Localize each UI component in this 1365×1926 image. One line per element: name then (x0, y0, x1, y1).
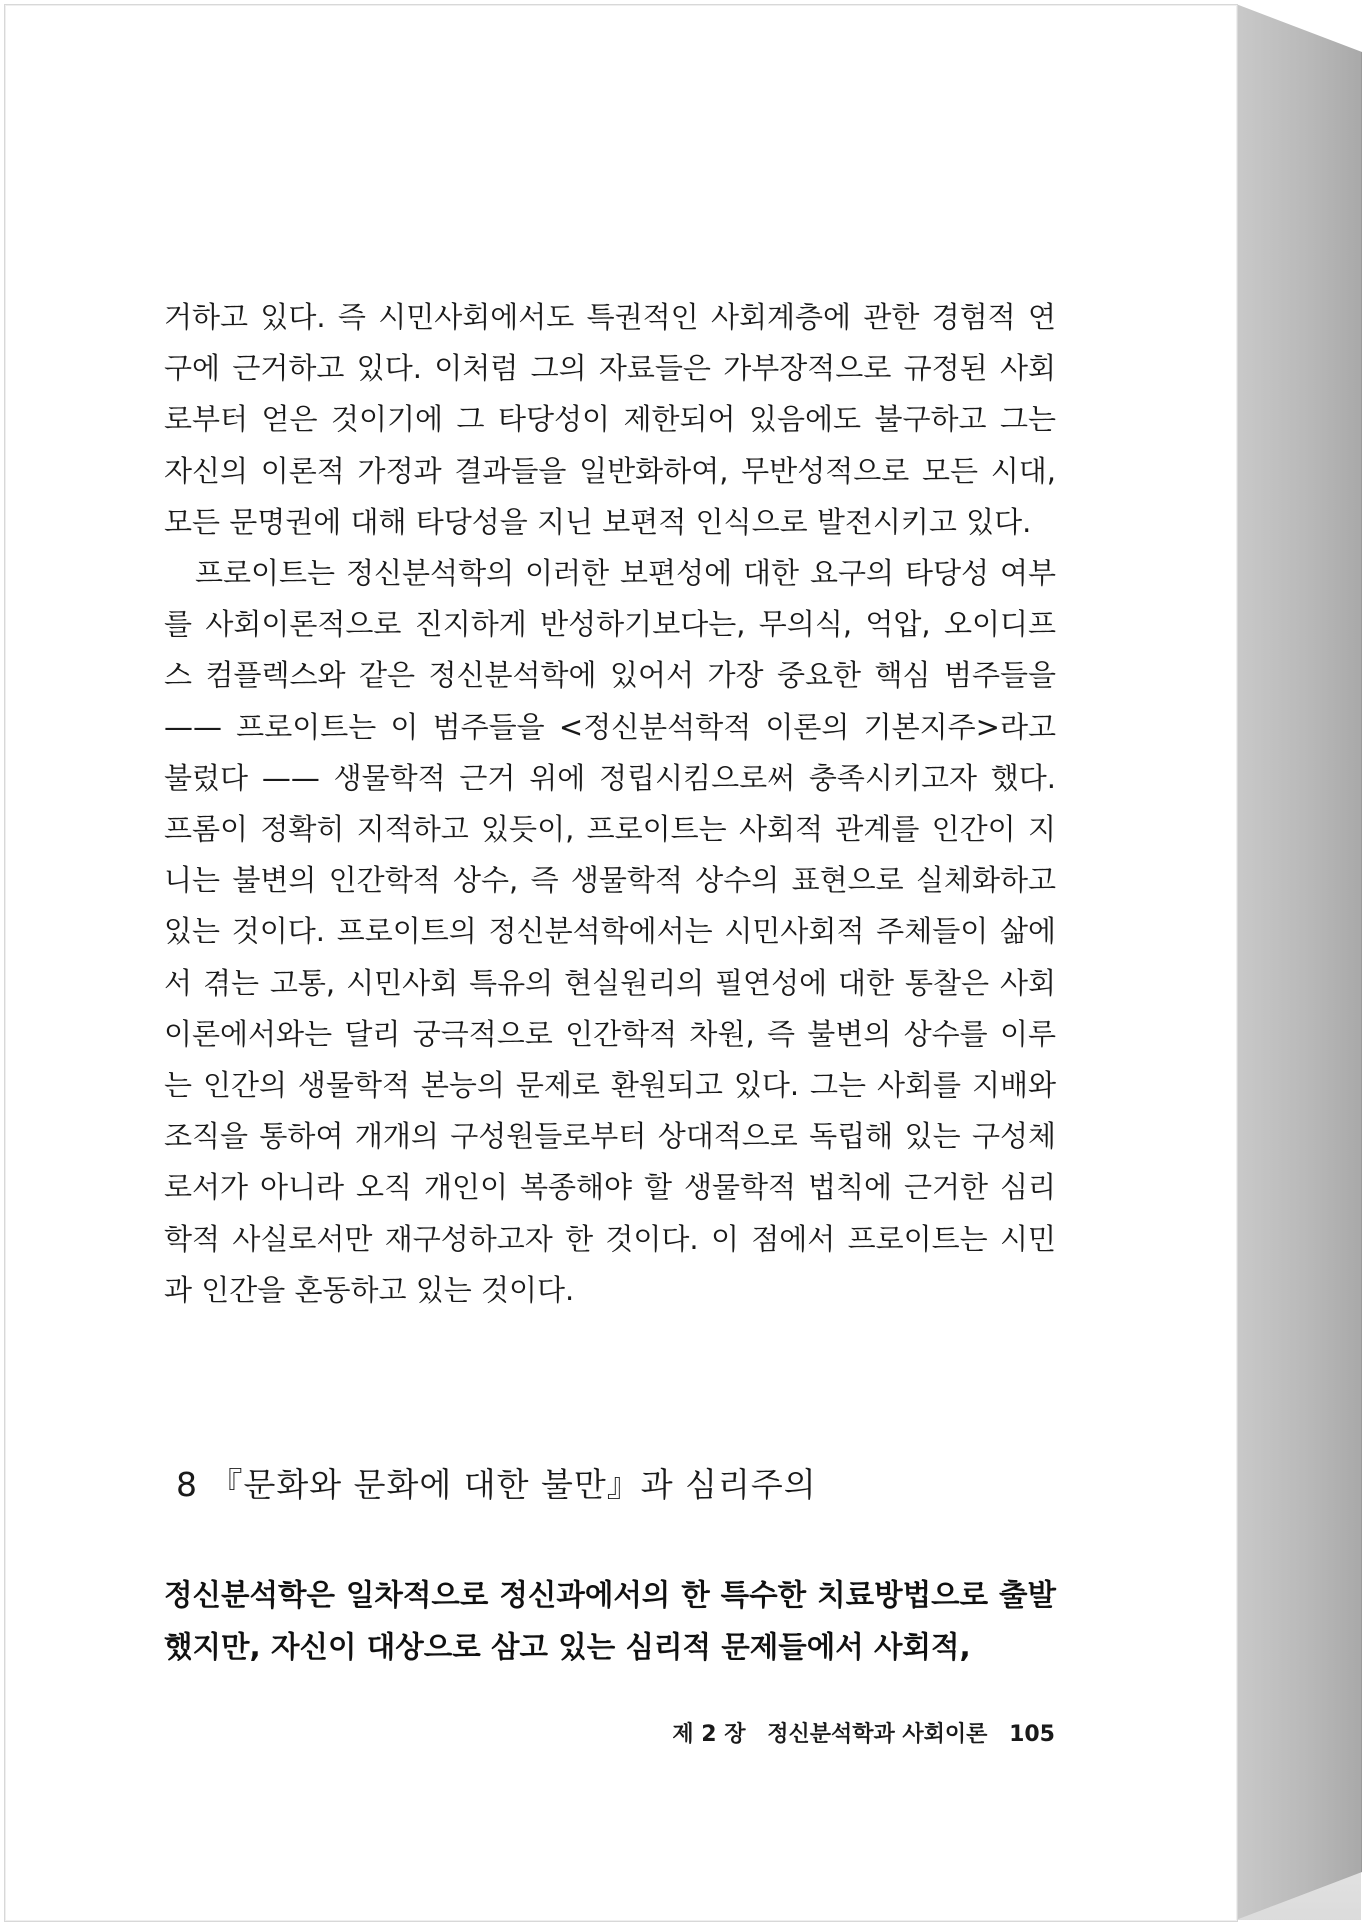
chapter-title: 정신분석학과 사회이론 (767, 1722, 988, 1747)
book-spine (1236, 4, 1362, 1920)
page-footer (635, 1718, 1055, 1752)
page-number: 105 (1009, 1722, 1055, 1747)
section-heading: 8 『문화와 문화에 대한 불만』과 심리주의 (176, 1465, 817, 1504)
section-body-text: 정신분석학은 일차적으로 정신과에서의 한 특수한 치료방법으로 출발했지만, 자신이 대상으로 삼고 있는 심리적 문제들에서 사회적, (164, 1578, 1056, 1664)
paragraph-1: 거하고 있다. 즉 시민사회에서도 특권적인 사회계층에 관한 경험적 연구에 근거하고 있다. 이처럼 그의 자료들은 가부장적으로 규정된 사회로부터 얻은 것이기에 그 타당성이 제한되어 있음에도 불구하고 그는 자신의 이론적 가정과 결과들을 일반화하여, 무반성적으로 모든 시대, 모든 문명권에 대해 타당성을 지닌 보편적 인식으로 발전시키고 있다. (164, 300, 1056, 539)
paragraph-2: 프로이트는 정신분석학의 이러한 보편성에 대한 요구의 타당성 여부를 사회이론적으로 진지하게 반성하기보다는, 무의식, 억압, 오이디프스 컴플렉스와 같은 정신분석학에 있어서 가장 중요한 핵심 범주들을 —— 프로이트는 이 범주들을 <정신분석학적 이론의 기본지주>라고 불렀다 —— 생물학적 근거 위에 정립시킴으로써 충족시키고자 했다. 프롬이 정확히 지적하고 있듯이, 프로이트는 사회적 관계를 인간이 지니는 불변의 인간학적 상수, 즉 생물학적 상수의 표현으로 실체화하고 있는 것이다. 프로이트의 정신분석학에서는 시민사회적 주체들이 삶에서 겪는 고통, 시민사회 특유의 현실원리의 필연성에 대한 통찰은 사회이론에서와는 달리 궁극적으로 인간학적 차원, 즉 불변의 상수를 이루는 인간의 생물학적 본능의 문제로 환원되고 있다. 그는 사회를 지배와 조직을 통하여 개개의 구성원들로부터 상대적으로 독립해 있는 구성체로서가 아니라 오직 개인이 복종해야 할 생물학적 법칙에 근거한 심리학적 사실로서만 재구성하고자 한 것이다. 이 점에서 프로이트는 시민과 인간을 혼동하고 있는 것이다. (164, 556, 1056, 1307)
body-text (164, 292, 1056, 1316)
chapter-label: 제 2 장 (672, 1722, 746, 1747)
